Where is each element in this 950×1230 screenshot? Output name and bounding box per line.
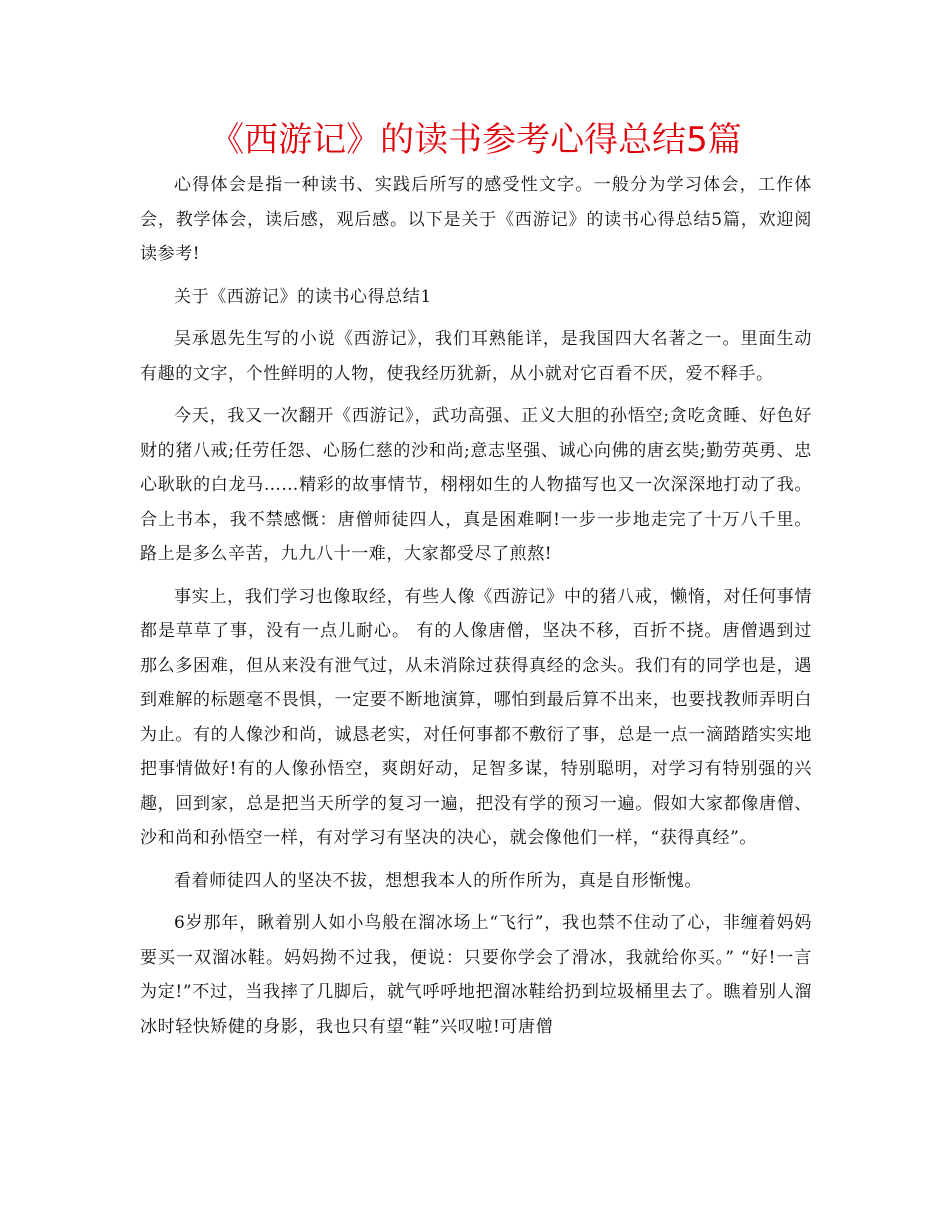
body-paragraph: 今天，我又一次翻开《西游记》，武功高强、正义大胆的孙悟空;贪吃贪睡、好色好财的猪八戒;任劳任怨、心肠仁慈的沙和尚;意志坚强、诚心向佛的唐玄奘;勤劳英勇、忠心耿耿的白龙马……精彩的故事情节，栩栩如生的人物描写也又一次深深地打动了我。合上书本，我不禁感慨：唐僧师徒四人，真是困难啊!一步一步地走完了十万八千里。路上是多么辛苦，九九八十一难，大家都受尽了煎熬!: [140, 406, 812, 564]
intro-paragraph: 心得体会是指一种读书、实践后所写的感受性文字。一般分为学习体会，工作体会，教学体会，读后感，观后感。以下是关于《西游记》的读书心得总结5篇，欢迎阅读参考!: [140, 175, 812, 264]
document-title: 《西游记》的读书参考心得总结5篇: [210, 120, 742, 160]
document-page: [140, 118, 812, 1052]
section-heading: 关于《西游记》的读书心得总结1: [174, 286, 432, 307]
body-paragraph: 事实上，我们学习也像取经，有些人像《西游记》中的猪八戒，懒惰，对任何事情都是草草了事，没有一点儿耐心。 有的人像唐僧，坚决不移，百折不挠。唐僧遇到过那么多困难，但从来没有泄气过，从未消除过获得真经的念头。我们有的同学也是，遇到难解的标题毫不畏惧，一定要不断地演算，哪怕到最后算不出来，也要找教师弄明白为止。有的人像沙和尚，诚恳老实，对任何事都不敷衍了事，总是一点一滴踏踏实实地把事情做好!有的人像孙悟空，爽朗好动，足智多谋，特别聪明，对学习有特别强的兴趣，回到家，总是把当天所学的复习一遍，把没有学的预习一遍。假如大家都像唐僧、沙和尚和孙悟空一样，有对学习有坚决的决心，就会像他们一样，“获得真经”。: [140, 586, 812, 848]
body-paragraph: 6岁那年，瞅着别人如小鸟般在溜冰场上“飞行”，我也禁不住动了心，非缠着妈妈要买一双溜冰鞋。妈妈拗不过我，便说：只要你学会了滑冰，我就给你买。” “好!一言为定!”不过，当我摔了几脚后，就气呼呼地把溜冰鞋给扔到垃圾桶里去了。瞧着别人溜冰时轻快矫健的身影，我也只有望“鞋”兴叹啦!可唐僧: [140, 913, 812, 1037]
body-paragraph: 看着师徒四人的坚决不拔，想想我本人的所作所为，真是自形惭愧。: [174, 870, 702, 891]
body-paragraph: 吴承恩先生写的小说《西游记》，我们耳熟能详，是我国四大名著之一。里面生动有趣的文字，个性鲜明的人物，使我经历犹新，从小就对它百看不厌，爱不释手。: [140, 329, 812, 384]
